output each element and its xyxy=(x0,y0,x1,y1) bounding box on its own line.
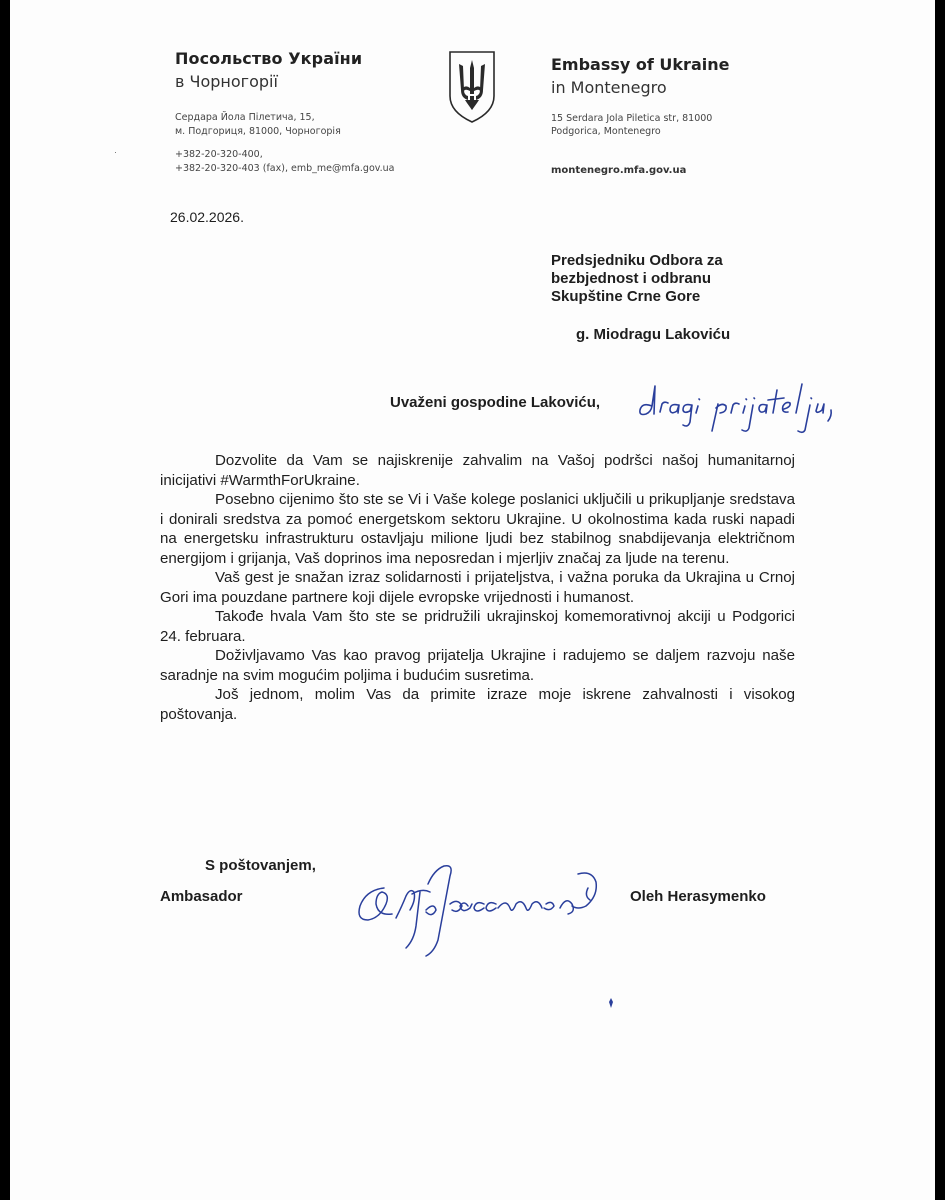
phone-line: +382-20-320-400, xyxy=(175,149,263,160)
signer-name: Oleh Herasymenko xyxy=(630,888,766,905)
address-line-ukrainian-2: м. Подгориця, 81000, Чорногорія xyxy=(175,126,341,137)
margin-mark: · xyxy=(114,147,117,157)
body-paragraph-1: Dozvolite da Vam se najiskrenije zahvalim na Vašoj podršci našoj humanitarnoj inicijativi #WarmthForUkraine. xyxy=(160,452,795,489)
embassy-name-english: Embassy of Ukraine xyxy=(551,55,730,74)
letter-date: 26.02.2026. xyxy=(170,209,244,225)
letter-body xyxy=(160,451,795,724)
body-paragraph-2: Posebno cijenimo što ste se Vi i Vaše kolege poslanici uključili u prikupljanje sredstava i donirali sredstva za pomoć energetskom sektoru Ukrajine. U okolnostima kada ruski napadi na energetsku infrastrukturu ostavljaju milione ljudi bez stabilnog snabdijevanja električnom energijom i grijanja, Vaš doprinos ima neposredan i mjerljiv značaj za ljude na terenu. xyxy=(160,491,795,567)
letter-page xyxy=(10,0,935,1200)
embassy-location-ukrainian: в Чорногорії xyxy=(175,72,278,91)
signer-title: Ambasador xyxy=(160,888,243,905)
recipient-line-2: bezbjednost i odbranu xyxy=(551,270,711,287)
embassy-name-ukrainian: Посольство України xyxy=(175,49,363,68)
address-line-english-2: Podgorica, Montenegro xyxy=(551,126,661,137)
body-paragraph-3: Vaš gest je snažan izraz solidarnosti i prijateljstva, i važna poruka da Ukrajina u Crnoj Gori ima pouzdane partnere koji dijele evropske vrijednosti i humanost. xyxy=(160,569,795,606)
fax-email-line: +382-20-320-403 (fax), emb_me@mfa.gov.ua xyxy=(175,163,395,174)
ink-mark xyxy=(607,997,615,1009)
closing-phrase: S poštovanjem, xyxy=(205,857,316,874)
body-paragraph-5: Doživljavamo Vas kao pravog prijatelja Ukrajine i radujemo se daljem razvoju naše saradnje na svim mogućim poljima i budućim susretima. xyxy=(160,647,795,684)
coat-of-arms-icon xyxy=(447,50,497,124)
salutation: Uvaženi gospodine Lakoviću, xyxy=(390,394,601,411)
recipient-name: g. Miodragu Lakoviću xyxy=(576,326,731,343)
recipient-line-3: Skupštine Crne Gore xyxy=(551,288,701,305)
handwritten-note xyxy=(628,376,858,436)
website-link[interactable]: montenegro.mfa.gov.ua xyxy=(551,165,687,176)
body-paragraph-6: Još jednom, molim Vas da primite izraze moje iskrene zahvalnosti i visokog poštovanja. xyxy=(160,686,795,723)
address-line-ukrainian-1: Сердара Йола Пілетича, 15, xyxy=(175,112,315,123)
recipient-line-1: Predsjedniku Odbora za xyxy=(551,252,723,269)
signature xyxy=(346,848,616,958)
embassy-location-english: in Montenegro xyxy=(551,78,667,97)
address-line-english-1: 15 Serdara Jola Piletica str, 81000 xyxy=(551,113,713,124)
body-paragraph-4: Takođe hvala Vam što ste se pridružili ukrajinskoj komemorativnoj akciji u Podgorici 24. februara. xyxy=(160,608,795,645)
